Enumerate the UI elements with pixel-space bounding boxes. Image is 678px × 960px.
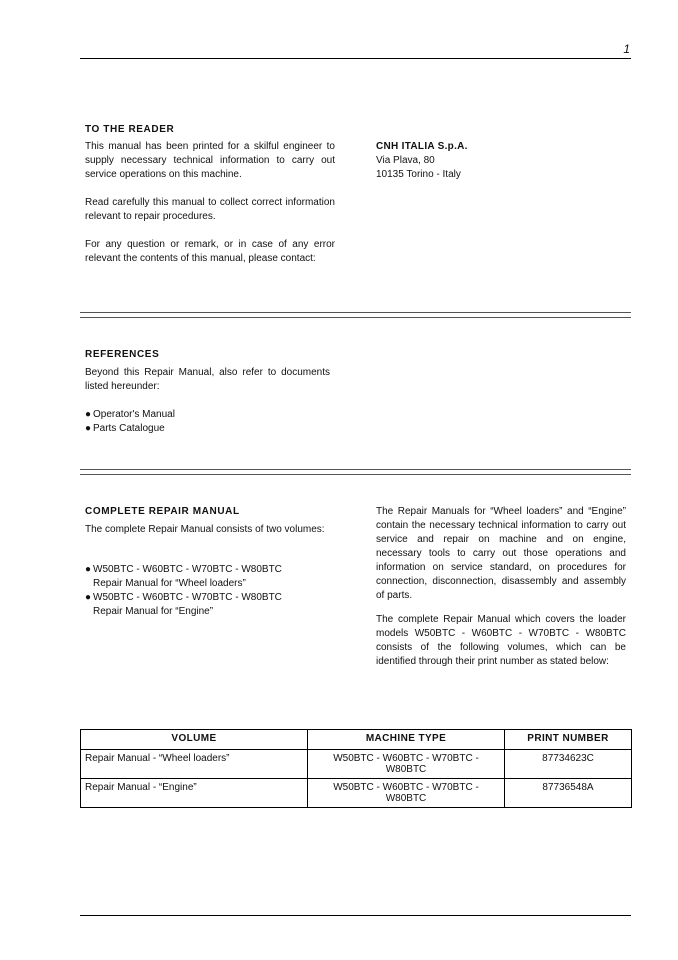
complete-right-paragraph-1: The Repair Manuals for “Wheel loaders” and “Engine” contain the necessary technical information to carry out service and repair on machine and on engine, necessary tools to carry out those operations and information on service standard, on procedures for connection, disconnection, disassembly and assembly of parts. <box>376 506 626 601</box>
column-header-machine-type: MACHINE TYPE <box>308 730 505 750</box>
table-cell-print-number: 87734623C <box>505 750 632 779</box>
reader-paragraph-3: For any question or remark, or in case of any error relevant the contents of this manual, please contact: <box>85 239 335 264</box>
references-intro: Beyond this Repair Manual, also refer to documents listed hereunder: <box>85 367 330 392</box>
volumes-list <box>85 563 345 619</box>
references-heading: REFERENCES <box>85 349 160 360</box>
bullet-icon: ● <box>85 423 92 434</box>
bullet-icon: ● <box>85 564 92 575</box>
top-rule <box>80 58 631 59</box>
references-list <box>85 408 335 436</box>
column-header-print-number: PRINT NUMBER <box>505 730 632 750</box>
complete-intro: The complete Repair Manual consists of two volumes: <box>85 524 325 535</box>
bullet-icon: ● <box>85 409 92 420</box>
reader-paragraph-1: This manual has been printed for a skilful engineer to supply necessary technical information to carry out service operations on this machine. <box>85 141 335 180</box>
reader-paragraph-2: Read carefully this manual to collect correct information relevant to repair procedures. <box>85 197 335 222</box>
table-cell-volume: Repair Manual - “Wheel loaders” <box>81 750 308 779</box>
list-item: ● W50BTC - W60BTC - W70BTC - W80BTC Repair Manual for “Engine” <box>85 592 282 617</box>
contact-street: Via Plava, 80 <box>376 155 435 166</box>
bottom-rule <box>80 915 631 916</box>
page-number: 1 <box>623 42 630 56</box>
section-divider-2 <box>80 469 631 475</box>
bullet-icon: ● <box>85 592 92 603</box>
contact-company: CNH ITALIA S.p.A. <box>376 141 468 152</box>
table-header-row <box>81 730 632 750</box>
table-cell-machine-type: W50BTC - W60BTC - W70BTC - W80BTC <box>308 750 505 779</box>
table-cell-machine-type: W50BTC - W60BTC - W70BTC - W80BTC <box>308 779 505 808</box>
list-item: ● Operator's Manual <box>85 409 175 420</box>
section-divider-1 <box>80 312 631 318</box>
list-item: ● W50BTC - W60BTC - W70BTC - W80BTC Repair Manual for “Wheel loaders” <box>85 564 282 589</box>
reader-heading: TO THE READER <box>85 124 175 135</box>
column-header-volume: VOLUME <box>81 730 308 750</box>
table-row <box>81 750 632 779</box>
contact-city: 10135 Torino - Italy <box>376 169 461 180</box>
list-item: ● Parts Catalogue <box>85 423 165 434</box>
complete-heading: COMPLETE REPAIR MANUAL <box>85 506 240 517</box>
table-cell-volume: Repair Manual - “Engine” <box>81 779 308 808</box>
table-cell-print-number: 87736548A <box>505 779 632 808</box>
table-row <box>81 779 632 808</box>
contact-address <box>376 140 468 182</box>
volumes-table <box>80 729 632 808</box>
complete-right-paragraph-2: The complete Repair Manual which covers the loader models W50BTC - W60BTC - W70BTC - W80BTC consists of the following volumes, which can be identified through their print number as stated below: <box>376 614 626 667</box>
